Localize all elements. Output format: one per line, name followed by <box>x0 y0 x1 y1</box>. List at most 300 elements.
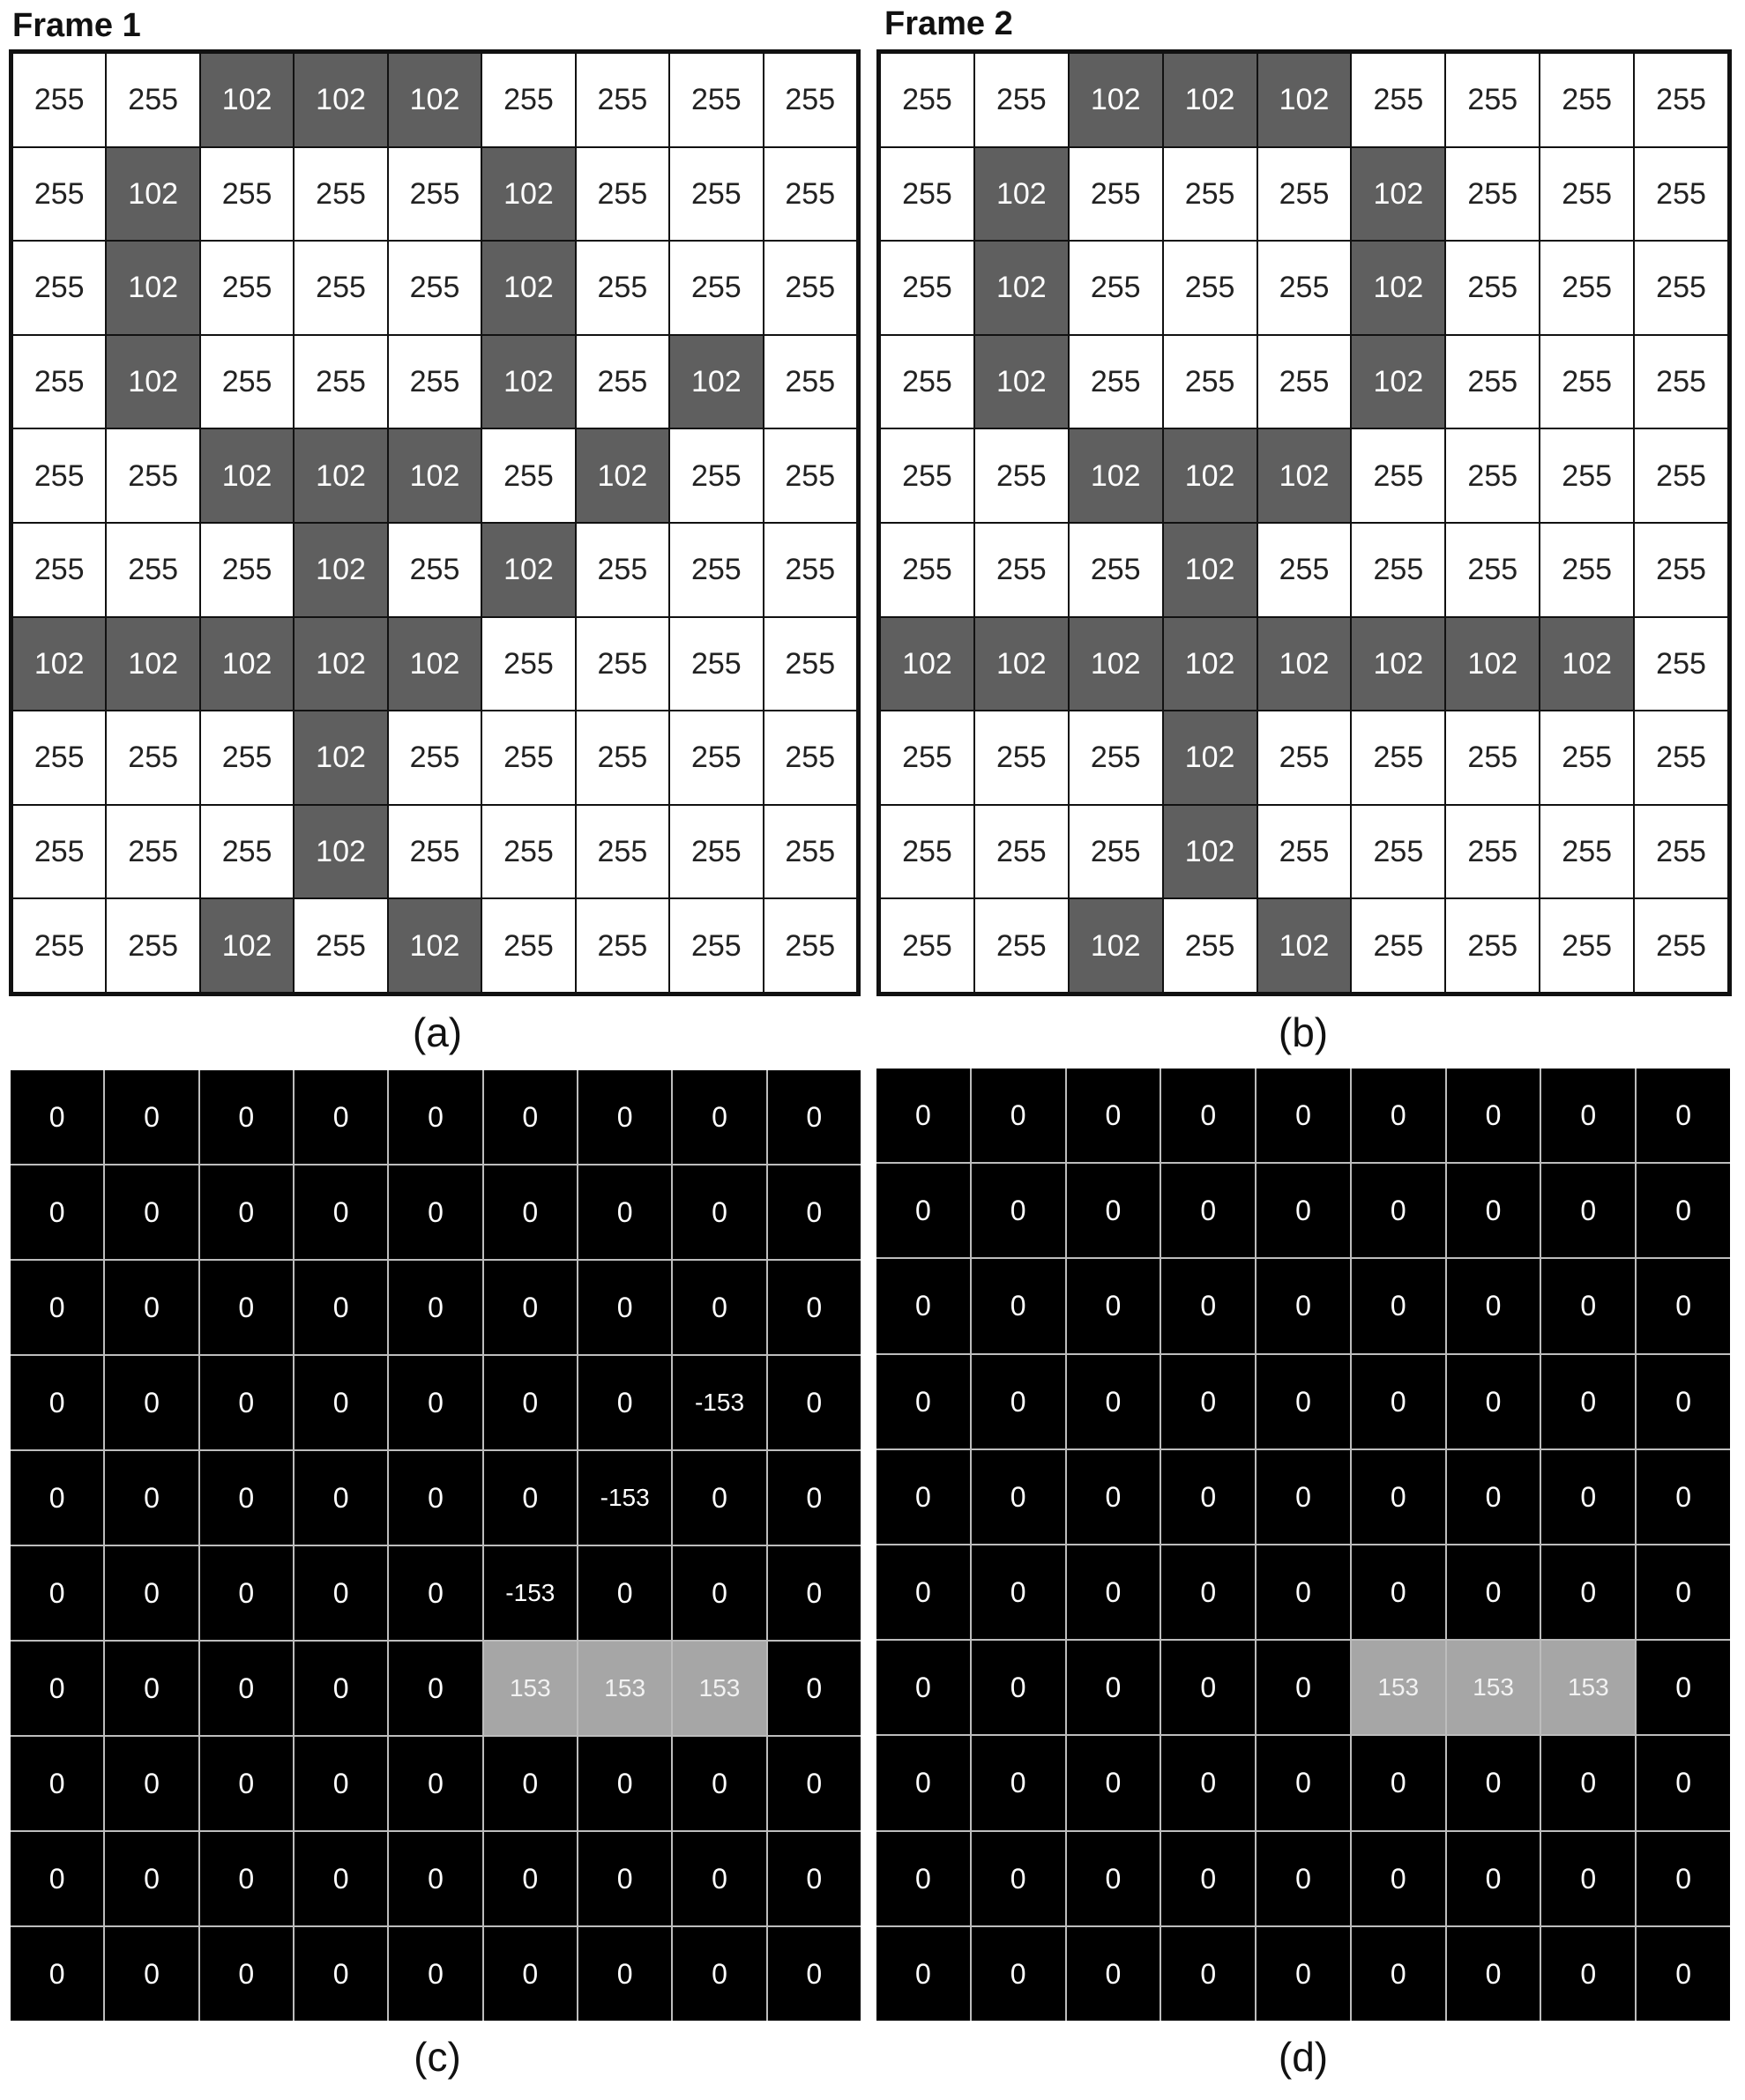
grid-cell: 255 <box>577 336 668 428</box>
grid-cell: 0 <box>1447 1545 1540 1639</box>
grid-cell: 0 <box>11 1165 103 1259</box>
grid-cell: 0 <box>1067 1832 1160 1925</box>
frame-2-grid <box>876 49 1732 996</box>
grid-cell: 0 <box>1637 1450 1730 1544</box>
grid-cell: 0 <box>295 1451 387 1545</box>
grid-cell: 0 <box>1637 1164 1730 1257</box>
grid-cell: 255 <box>1164 336 1257 428</box>
grid-cell: 255 <box>1070 148 1162 241</box>
panel-b-caption: (b) <box>1278 1009 1329 1055</box>
grid-cell: 102 <box>295 429 386 522</box>
grid-cell: 102 <box>1258 54 1351 146</box>
grid-cell: 0 <box>105 1737 198 1830</box>
grid-cell: 0 <box>1447 1355 1540 1448</box>
grid-cell: 0 <box>105 1832 198 1925</box>
grid-cell: 102 <box>1164 618 1257 711</box>
grid-cell: 0 <box>11 1832 103 1925</box>
grid-cell: 255 <box>295 242 386 334</box>
grid-cell: 0 <box>1447 1832 1540 1925</box>
grid-cell: 255 <box>764 242 856 334</box>
grid-cell: 0 <box>105 1546 198 1640</box>
grid-cell: 0 <box>578 1927 671 2021</box>
grid-cell: 0 <box>389 1356 481 1449</box>
grid-cell: 0 <box>200 1165 293 1259</box>
grid-cell: 0 <box>1447 1069 1540 1162</box>
grid-cell: 255 <box>201 148 293 241</box>
grid-cell: 255 <box>107 899 198 992</box>
grid-cell: 0 <box>1067 1069 1160 1162</box>
frame-1-title: Frame 1 <box>12 7 141 44</box>
grid-cell: 0 <box>484 1832 577 1925</box>
grid-cell: 255 <box>1446 429 1539 522</box>
grid-cell: 255 <box>670 806 762 898</box>
grid-cell: 255 <box>577 711 668 804</box>
grid-cell: 0 <box>972 1927 1065 2021</box>
grid-cell: 255 <box>1446 336 1539 428</box>
grid-cell: 0 <box>972 1736 1065 1829</box>
grid-cell: 0 <box>295 1070 387 1164</box>
grid-cell: 102 <box>201 54 293 146</box>
grid-cell: 0 <box>484 1261 577 1354</box>
grid-cell: 0 <box>11 1261 103 1354</box>
grid-cell: 0 <box>1257 1736 1350 1829</box>
grid-cell: 153 <box>578 1642 671 1735</box>
grid-cell: 0 <box>1637 1832 1730 1925</box>
grid-cell: 0 <box>673 1261 765 1354</box>
grid-cell: 0 <box>673 1165 765 1259</box>
grid-cell: 255 <box>13 242 105 334</box>
grid-cell: -153 <box>673 1356 765 1449</box>
grid-cell: 255 <box>107 429 198 522</box>
grid-cell: 0 <box>11 1070 103 1164</box>
grid-cell: 255 <box>1635 148 1727 241</box>
grid-cell: 255 <box>1540 806 1633 898</box>
grid-cell: 0 <box>295 1832 387 1925</box>
grid-cell: 0 <box>295 1356 387 1449</box>
grid-cell: 255 <box>764 148 856 241</box>
grid-cell: 0 <box>1352 1355 1445 1448</box>
grid-cell: 255 <box>764 54 856 146</box>
grid-cell: 255 <box>881 242 973 334</box>
grid-cell: 102 <box>1352 618 1444 711</box>
grid-cell: 0 <box>876 1832 970 1925</box>
grid-cell: 0 <box>1541 1164 1635 1257</box>
grid-cell: 102 <box>670 336 762 428</box>
grid-cell: 0 <box>105 1927 198 2021</box>
grid-cell: 153 <box>1352 1641 1445 1734</box>
grid-cell: 0 <box>768 1356 861 1449</box>
grid-cell: 102 <box>107 148 198 241</box>
grid-cell: 255 <box>1635 336 1727 428</box>
grid-cell: 255 <box>1258 148 1351 241</box>
grid-cell: 255 <box>577 242 668 334</box>
grid-cell: 0 <box>1067 1641 1160 1734</box>
grid-cell: 255 <box>764 711 856 804</box>
grid-cell: 102 <box>975 148 1068 241</box>
grid-cell: 255 <box>670 899 762 992</box>
grid-cell: 0 <box>1257 1832 1350 1925</box>
grid-cell: 0 <box>876 1069 970 1162</box>
grid-cell: 0 <box>1447 1259 1540 1352</box>
grid-cell: 0 <box>1067 1259 1160 1352</box>
grid-cell: 255 <box>13 429 105 522</box>
grid-cell: 255 <box>881 806 973 898</box>
grid-cell: 0 <box>768 1642 861 1735</box>
grid-cell: 255 <box>670 242 762 334</box>
grid-cell: 0 <box>1067 1927 1160 2021</box>
grid-cell: 255 <box>975 54 1068 146</box>
grid-cell: 0 <box>1637 1069 1730 1162</box>
grid-cell: 0 <box>1447 1164 1540 1257</box>
grid-cell: 255 <box>1446 806 1539 898</box>
grid-cell: 102 <box>1446 618 1539 711</box>
grid-cell: 0 <box>389 1165 481 1259</box>
grid-cell: 0 <box>1067 1164 1160 1257</box>
grid-cell: 255 <box>764 429 856 522</box>
grid-cell: 255 <box>1258 711 1351 804</box>
grid-cell: 102 <box>201 429 293 522</box>
grid-cell: 0 <box>876 1450 970 1544</box>
grid-cell: 255 <box>389 806 481 898</box>
grid-cell: 0 <box>200 1642 293 1735</box>
grid-cell: 0 <box>484 1927 577 2021</box>
grid-cell: 0 <box>673 1737 765 1830</box>
grid-cell: 255 <box>1164 242 1257 334</box>
grid-cell: 0 <box>768 1737 861 1830</box>
grid-cell: 102 <box>201 899 293 992</box>
grid-cell: 255 <box>13 336 105 428</box>
grid-cell: 0 <box>1161 1069 1255 1162</box>
grid-cell: 102 <box>482 336 574 428</box>
panel-a-caption: (a) <box>412 1009 463 1055</box>
grid-cell: 102 <box>389 54 481 146</box>
grid-cell: 255 <box>389 524 481 616</box>
grid-cell: 0 <box>200 1261 293 1354</box>
grid-cell: 255 <box>295 336 386 428</box>
grid-cell: 255 <box>482 429 574 522</box>
grid-cell: 0 <box>876 1641 970 1734</box>
grid-cell: 0 <box>200 1546 293 1640</box>
grid-cell: 255 <box>670 54 762 146</box>
grid-cell: 102 <box>1258 429 1351 522</box>
grid-cell: 0 <box>1541 1545 1635 1639</box>
grid-cell: 102 <box>389 899 481 992</box>
grid-cell: 0 <box>876 1355 970 1448</box>
grid-cell: -153 <box>484 1546 577 1640</box>
grid-cell: 0 <box>1161 1736 1255 1829</box>
grid-cell: 0 <box>389 1832 481 1925</box>
grid-cell: 255 <box>201 242 293 334</box>
grid-cell: 0 <box>389 1451 481 1545</box>
grid-cell: 0 <box>200 1356 293 1449</box>
grid-cell: 255 <box>389 148 481 241</box>
grid-cell: 255 <box>764 899 856 992</box>
grid-cell: 255 <box>201 524 293 616</box>
grid-cell: 0 <box>972 1259 1065 1352</box>
grid-cell: 102 <box>1164 524 1257 616</box>
grid-cell: 0 <box>484 1737 577 1830</box>
grid-cell: 255 <box>482 54 574 146</box>
grid-cell: 102 <box>1164 54 1257 146</box>
grid-cell: 102 <box>482 148 574 241</box>
grid-cell: 255 <box>482 806 574 898</box>
grid-cell: 102 <box>1164 429 1257 522</box>
grid-cell: 0 <box>972 1164 1065 1257</box>
grid-cell: 0 <box>972 1832 1065 1925</box>
grid-cell: 0 <box>1352 1259 1445 1352</box>
grid-cell: 0 <box>578 1165 671 1259</box>
grid-cell: 102 <box>107 618 198 711</box>
grid-cell: 0 <box>389 1261 481 1354</box>
grid-cell: 0 <box>673 1832 765 1925</box>
grid-cell: 0 <box>1352 1545 1445 1639</box>
grid-cell: 0 <box>1352 1069 1445 1162</box>
grid-cell: -153 <box>578 1451 671 1545</box>
grid-cell: 0 <box>972 1545 1065 1639</box>
grid-cell: 102 <box>1070 429 1162 522</box>
grid-cell: 255 <box>1635 429 1727 522</box>
grid-cell: 0 <box>1352 1832 1445 1925</box>
grid-cell: 0 <box>1257 1069 1350 1162</box>
grid-cell: 255 <box>1446 899 1539 992</box>
grid-cell: 0 <box>105 1356 198 1449</box>
grid-cell: 102 <box>295 54 386 146</box>
grid-cell: 0 <box>295 1927 387 2021</box>
grid-cell: 255 <box>1258 242 1351 334</box>
grid-cell: 0 <box>105 1070 198 1164</box>
grid-cell: 255 <box>764 806 856 898</box>
grid-cell: 255 <box>1352 524 1444 616</box>
grid-cell: 0 <box>1541 1832 1635 1925</box>
grid-cell: 102 <box>1258 618 1351 711</box>
grid-cell: 0 <box>200 1832 293 1925</box>
grid-cell: 0 <box>1447 1736 1540 1829</box>
grid-cell: 255 <box>577 54 668 146</box>
grid-cell: 0 <box>105 1165 198 1259</box>
grid-cell: 0 <box>768 1832 861 1925</box>
grid-cell: 0 <box>105 1451 198 1545</box>
grid-cell: 0 <box>1161 1355 1255 1448</box>
grid-cell: 102 <box>295 806 386 898</box>
grid-cell: 255 <box>13 806 105 898</box>
grid-cell: 0 <box>972 1355 1065 1448</box>
grid-cell: 0 <box>578 1261 671 1354</box>
grid-cell: 255 <box>1540 429 1633 522</box>
grid-cell: 0 <box>389 1642 481 1735</box>
difference-grid-d <box>876 1069 1730 2021</box>
grid-cell: 255 <box>881 429 973 522</box>
grid-cell: 255 <box>13 148 105 241</box>
grid-cell: 0 <box>295 1165 387 1259</box>
grid-cell: 0 <box>1447 1927 1540 2021</box>
grid-cell: 0 <box>578 1832 671 1925</box>
grid-cell: 255 <box>670 618 762 711</box>
grid-cell: 255 <box>201 806 293 898</box>
grid-cell: 255 <box>295 148 386 241</box>
grid-cell: 255 <box>1070 806 1162 898</box>
grid-cell: 0 <box>1067 1545 1160 1639</box>
grid-cell: 255 <box>107 806 198 898</box>
grid-cell: 0 <box>1541 1069 1635 1162</box>
grid-cell: 0 <box>484 1356 577 1449</box>
grid-cell: 0 <box>1541 1736 1635 1829</box>
grid-cell: 0 <box>673 1546 765 1640</box>
grid-cell: 0 <box>295 1546 387 1640</box>
grid-cell: 255 <box>1446 524 1539 616</box>
grid-cell: 0 <box>972 1450 1065 1544</box>
grid-cell: 0 <box>389 1070 481 1164</box>
frame-2-title: Frame 2 <box>884 5 1013 42</box>
grid-cell: 255 <box>1635 711 1727 804</box>
grid-cell: 255 <box>764 618 856 711</box>
grid-cell: 102 <box>1352 336 1444 428</box>
grid-cell: 255 <box>107 711 198 804</box>
grid-cell: 255 <box>1446 242 1539 334</box>
grid-cell: 0 <box>673 1451 765 1545</box>
grid-cell: 0 <box>1447 1450 1540 1544</box>
grid-cell: 255 <box>107 54 198 146</box>
grid-cell: 102 <box>389 429 481 522</box>
grid-cell: 0 <box>1161 1545 1255 1639</box>
grid-cell: 255 <box>389 242 481 334</box>
grid-cell: 102 <box>482 242 574 334</box>
grid-cell: 255 <box>1258 806 1351 898</box>
grid-cell: 255 <box>1446 54 1539 146</box>
grid-cell: 102 <box>1070 618 1162 711</box>
grid-cell: 102 <box>295 524 386 616</box>
grid-cell: 0 <box>389 1927 481 2021</box>
grid-cell: 0 <box>972 1641 1065 1734</box>
grid-cell: 255 <box>764 336 856 428</box>
grid-cell: 255 <box>1070 336 1162 428</box>
grid-cell: 255 <box>670 711 762 804</box>
grid-cell: 255 <box>1352 429 1444 522</box>
grid-cell: 0 <box>1637 1259 1730 1352</box>
grid-cell: 0 <box>768 1070 861 1164</box>
grid-cell: 0 <box>200 1927 293 2021</box>
grid-cell: 0 <box>1161 1259 1255 1352</box>
grid-cell: 255 <box>975 806 1068 898</box>
grid-cell: 255 <box>670 524 762 616</box>
grid-cell: 255 <box>13 711 105 804</box>
grid-cell: 102 <box>1540 618 1633 711</box>
grid-cell: 102 <box>881 618 973 711</box>
grid-cell: 153 <box>484 1642 577 1735</box>
grid-cell: 255 <box>881 899 973 992</box>
grid-cell: 255 <box>975 711 1068 804</box>
grid-cell: 0 <box>876 1259 970 1352</box>
grid-cell: 0 <box>1541 1355 1635 1448</box>
grid-cell: 0 <box>1257 1545 1350 1639</box>
grid-cell: 255 <box>1540 336 1633 428</box>
grid-cell: 102 <box>295 618 386 711</box>
grid-cell: 255 <box>670 429 762 522</box>
grid-cell: 0 <box>200 1451 293 1545</box>
grid-cell: 0 <box>1161 1164 1255 1257</box>
grid-cell: 0 <box>11 1451 103 1545</box>
grid-cell: 0 <box>11 1642 103 1735</box>
grid-cell: 255 <box>577 899 668 992</box>
grid-cell: 0 <box>1257 1641 1350 1734</box>
grid-cell: 255 <box>1540 54 1633 146</box>
grid-cell: 0 <box>11 1546 103 1640</box>
grid-cell: 0 <box>1161 1450 1255 1544</box>
grid-cell: 0 <box>1257 1259 1350 1352</box>
grid-cell: 255 <box>975 899 1068 992</box>
grid-cell: 102 <box>295 711 386 804</box>
frame-1-grid <box>9 49 861 996</box>
grid-cell: 0 <box>972 1069 1065 1162</box>
grid-cell: 0 <box>389 1737 481 1830</box>
grid-cell: 255 <box>13 899 105 992</box>
grid-cell: 0 <box>1257 1927 1350 2021</box>
grid-cell: 0 <box>1257 1164 1350 1257</box>
grid-cell: 102 <box>1352 148 1444 241</box>
grid-cell: 255 <box>107 524 198 616</box>
grid-cell: 0 <box>673 1927 765 2021</box>
panel-c-caption: (c) <box>414 2034 461 2080</box>
grid-cell: 255 <box>1540 148 1633 241</box>
grid-cell: 0 <box>578 1546 671 1640</box>
grid-cell: 255 <box>1352 711 1444 804</box>
grid-cell: 0 <box>1257 1355 1350 1448</box>
grid-cell: 102 <box>577 429 668 522</box>
grid-cell: 102 <box>1258 899 1351 992</box>
grid-cell: 102 <box>13 618 105 711</box>
grid-cell: 0 <box>105 1261 198 1354</box>
grid-cell: 255 <box>881 336 973 428</box>
grid-cell: 0 <box>768 1261 861 1354</box>
grid-cell: 102 <box>975 336 1068 428</box>
grid-cell: 0 <box>876 1545 970 1639</box>
grid-cell: 0 <box>105 1642 198 1735</box>
grid-cell: 102 <box>389 618 481 711</box>
grid-cell: 0 <box>1637 1927 1730 2021</box>
grid-cell: 255 <box>975 429 1068 522</box>
grid-cell: 255 <box>1635 806 1727 898</box>
grid-cell: 0 <box>1637 1641 1730 1734</box>
grid-cell: 0 <box>673 1070 765 1164</box>
grid-cell: 255 <box>1540 899 1633 992</box>
grid-cell: 255 <box>670 148 762 241</box>
grid-cell: 102 <box>975 618 1068 711</box>
grid-cell: 102 <box>1352 242 1444 334</box>
grid-cell: 255 <box>577 618 668 711</box>
grid-cell: 255 <box>1635 242 1727 334</box>
grid-cell: 0 <box>768 1451 861 1545</box>
grid-cell: 0 <box>11 1356 103 1449</box>
grid-cell: 255 <box>1635 618 1727 711</box>
grid-cell: 0 <box>11 1737 103 1830</box>
grid-cell: 0 <box>578 1356 671 1449</box>
grid-cell: 0 <box>1161 1641 1255 1734</box>
grid-cell: 0 <box>1637 1355 1730 1448</box>
grid-cell: 102 <box>1070 899 1162 992</box>
grid-cell: 255 <box>577 806 668 898</box>
grid-cell: 0 <box>876 1927 970 2021</box>
grid-cell: 255 <box>975 524 1068 616</box>
grid-cell: 102 <box>107 336 198 428</box>
grid-cell: 0 <box>1541 1927 1635 2021</box>
grid-cell: 255 <box>1258 524 1351 616</box>
grid-cell: 0 <box>484 1165 577 1259</box>
grid-cell: 102 <box>482 524 574 616</box>
grid-cell: 255 <box>1164 148 1257 241</box>
grid-cell: 255 <box>1258 336 1351 428</box>
grid-cell: 0 <box>1352 1164 1445 1257</box>
grid-cell: 255 <box>1070 524 1162 616</box>
grid-cell: 255 <box>1540 711 1633 804</box>
